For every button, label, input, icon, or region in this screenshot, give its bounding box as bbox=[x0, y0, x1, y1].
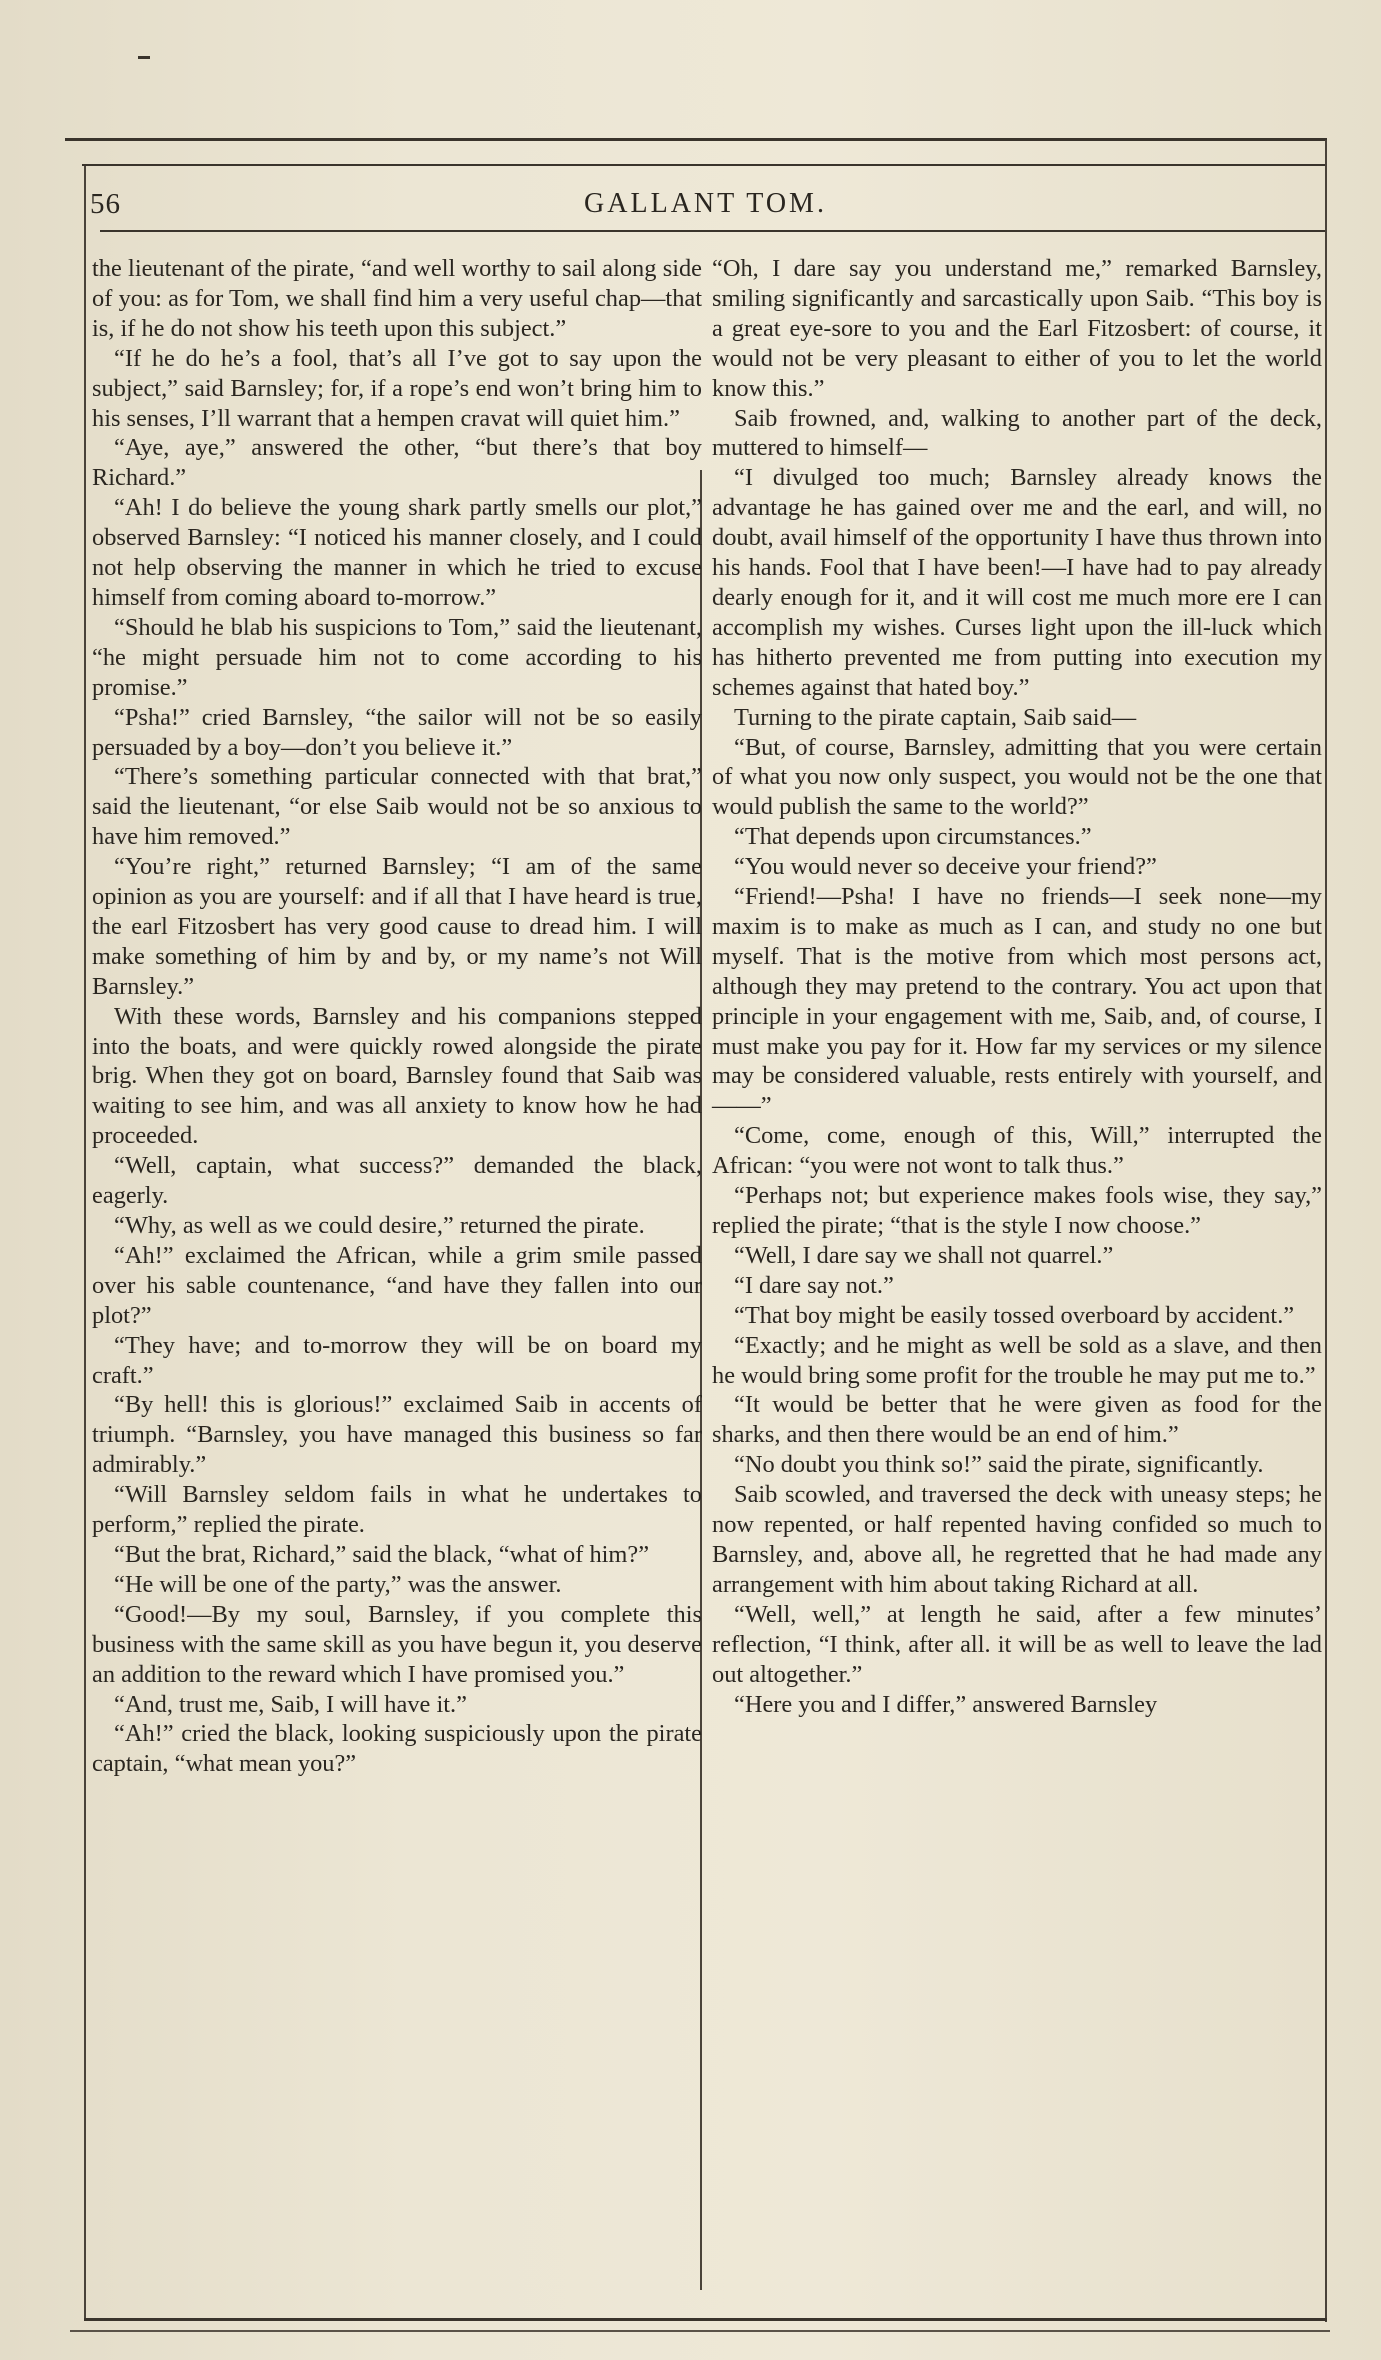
frame-bottom-rule bbox=[84, 2318, 1327, 2321]
paragraph: “Come, come, enough of this, Will,” interrupted the African: “you were not wont to talk thus.” bbox=[712, 1122, 1322, 1180]
paragraph: “Well, I dare say we shall not quarrel.” bbox=[734, 1241, 1114, 1269]
paragraph: “There’s something particular connected with that brat,” said the lieutenant, “or else Saib would not be so anxious to have him removed.” bbox=[92, 763, 702, 851]
paragraph: “That boy might be easily tossed overboard by accident.” bbox=[734, 1301, 1295, 1329]
paragraph: “I divulged too much; Barnsley already knows the advantage he has gained over me and the earl, and will, no doubt, avail himself of the opportunity I have thus thrown into his hands. Fool that I have been!—I have had to pay already dearly enough for it, and it will cost me much more ere I can accomplish my wishes. Curses light upon the ill-luck which has hitherto prevented me from putting into execution my schemes against that hated boy.” bbox=[712, 464, 1322, 701]
paragraph: “They have; and to-morrow they will be on board my craft.” bbox=[92, 1331, 702, 1389]
paragraph: “Psha!” cried Barnsley, “the sailor will not be so easily persuaded by a boy—don’t you believe it.” bbox=[92, 703, 702, 761]
paragraph: “You would never so deceive your friend?” bbox=[734, 853, 1157, 881]
paragraph: “Well, captain, what success?” demanded the black, eagerly. bbox=[92, 1152, 702, 1210]
paragraph: “Perhaps not; but experience makes fools wise, they say,” replied the pirate; “that is the style I now choose.” bbox=[712, 1182, 1322, 1239]
paragraph: “But the brat, Richard,” said the black, “what of him?” bbox=[114, 1540, 650, 1568]
stray-mark bbox=[138, 56, 150, 59]
paragraph: “Exactly; and he might as well be sold as a slave, and then he would bring some profit for the trouble he may put me to.” bbox=[712, 1331, 1322, 1389]
frame-outer-bottom-rule bbox=[70, 2330, 1330, 2332]
page-number: 56 bbox=[90, 188, 121, 220]
paragraph: “Ah!” exclaimed the African, while a grim smile passed over his sable countenance, “and have they fallen into our plot?” bbox=[92, 1241, 702, 1329]
paragraph: “Friend!—Psha! I have no friends—I seek none—my maxim is to make as much as I can, and study no one but myself. That is the motive from which most persons act, although they may pretend to the contrary. You act upon that principle in your engagement with me, Saib, and, of course, I must make you pay for it. How far my services or my silence may be considered valuable, rests entirely with yourself, and——” bbox=[712, 883, 1322, 1120]
header-rule bbox=[100, 230, 1325, 232]
paragraph: “It would be better that he were given as food for the sharks, and then there would be an end of him.” bbox=[712, 1391, 1322, 1449]
frame-top-rule bbox=[65, 138, 1327, 141]
frame-left-rule bbox=[84, 166, 86, 2318]
paragraph: “You’re right,” returned Barnsley; “I am of the same opinion as you are yourself: and if all that I have heard is true, the earl Fitzosbert has very good cause to dread him. I will make something of him by and by, or my name’s not Will Barnsley.” bbox=[92, 853, 702, 1000]
right-column bbox=[712, 254, 1322, 1719]
paragraph: “But, of course, Barnsley, admitting that you were certain of what you now only suspect, you would not be the one that would publish the same to the world?” bbox=[712, 733, 1322, 821]
paragraph: “Should he blab his suspicions to Tom,” said the lieutenant, “he might persuade him not to come according to his promise.” bbox=[92, 613, 702, 701]
frame-inner-top-rule bbox=[82, 164, 1327, 166]
paragraph: “He will be one of the party,” was the answer. bbox=[114, 1570, 562, 1598]
running-title: GALLANT TOM. bbox=[584, 188, 827, 219]
paragraph: Saib frowned, and, walking to another part of the deck, muttered to himself— bbox=[712, 404, 1322, 462]
paragraph: “That depends upon circumstances.” bbox=[734, 823, 1092, 851]
paragraph: “Good!—By my soul, Barnsley, if you complete this business with the same skill as you have begun it, you deserve an addition to the reward which I have promised you.” bbox=[92, 1600, 702, 1688]
paragraph: “Ah! I do believe the young shark partly smells our plot,” observed Barnsley: “I noticed his manner closely, and I could not help observing the manner in which he tried to excuse himself from coming aboard to-morrow.” bbox=[92, 494, 702, 611]
paragraph: “Well, well,” at length he said, after a few minutes’ reflection, “I think, after all. it will be as well to leave the lad out altogether.” bbox=[712, 1600, 1322, 1688]
paragraph: the lieutenant of the pirate, “and well worthy to sail along side of you: as for Tom, we shall find him a very useful chap—that is, if he do not show his teeth upon this subject.” bbox=[92, 255, 702, 342]
paragraph: “Why, as well as we could desire,” returned the pirate. bbox=[114, 1212, 645, 1239]
paragraph: With these words, Barnsley and his companions stepped into the boats, and were quickly rowed alongside the pirate brig. When they got on board, Barnsley found that Saib was waiting to see him, and was all anxiety to know how he had proceeded. bbox=[92, 1002, 702, 1150]
paragraph: “Aye, aye,” answered the other, “but there’s that boy Richard.” bbox=[92, 434, 702, 492]
paragraph: Turning to the pirate captain, Saib said— bbox=[734, 703, 1137, 731]
paragraph: “Will Barnsley seldom fails in what he undertakes to perform,” replied the pirate. bbox=[92, 1481, 702, 1539]
page-header bbox=[86, 188, 1325, 228]
frame-right-rule bbox=[1325, 140, 1327, 2322]
paragraph: Saib scowled, and traversed the deck with uneasy steps; he now repented, or half repented having confided so much to Barnsley, and, above all, he regretted that he had made any arrangement with him about taking Richard at all. bbox=[712, 1481, 1322, 1598]
paragraph: “Ah!” cried the black, looking suspiciously upon the pirate captain, “what mean you?” bbox=[92, 1720, 702, 1778]
paragraph: “Here you and I differ,” answered Barnsley bbox=[734, 1690, 1158, 1718]
paragraph: “And, trust me, Saib, I will have it.” bbox=[114, 1690, 467, 1718]
paragraph: “By hell! this is glorious!” exclaimed Saib in accents of triumph. “Barnsley, you have managed this business so far admirably.” bbox=[92, 1391, 702, 1479]
paragraph: “No doubt you think so!” said the pirate, significantly. bbox=[734, 1451, 1264, 1479]
paragraph: “If he do he’s a fool, that’s all I’ve got to say upon the subject,” said Barnsley; for, if a rope’s end won’t bring him to his senses, I’ll warrant that a hempen cravat will quiet him.” bbox=[92, 344, 702, 432]
paragraph: “I dare say not.” bbox=[734, 1271, 894, 1299]
left-column bbox=[92, 254, 702, 1779]
paragraph: “Oh, I dare say you understand me,” remarked Barnsley, smiling significantly and sarcastically upon Saib. “This boy is a great eye-sore to you and the Earl Fitzosbert: of course, it would not be very pleasant to either of you to let the world know this.” bbox=[712, 255, 1322, 402]
